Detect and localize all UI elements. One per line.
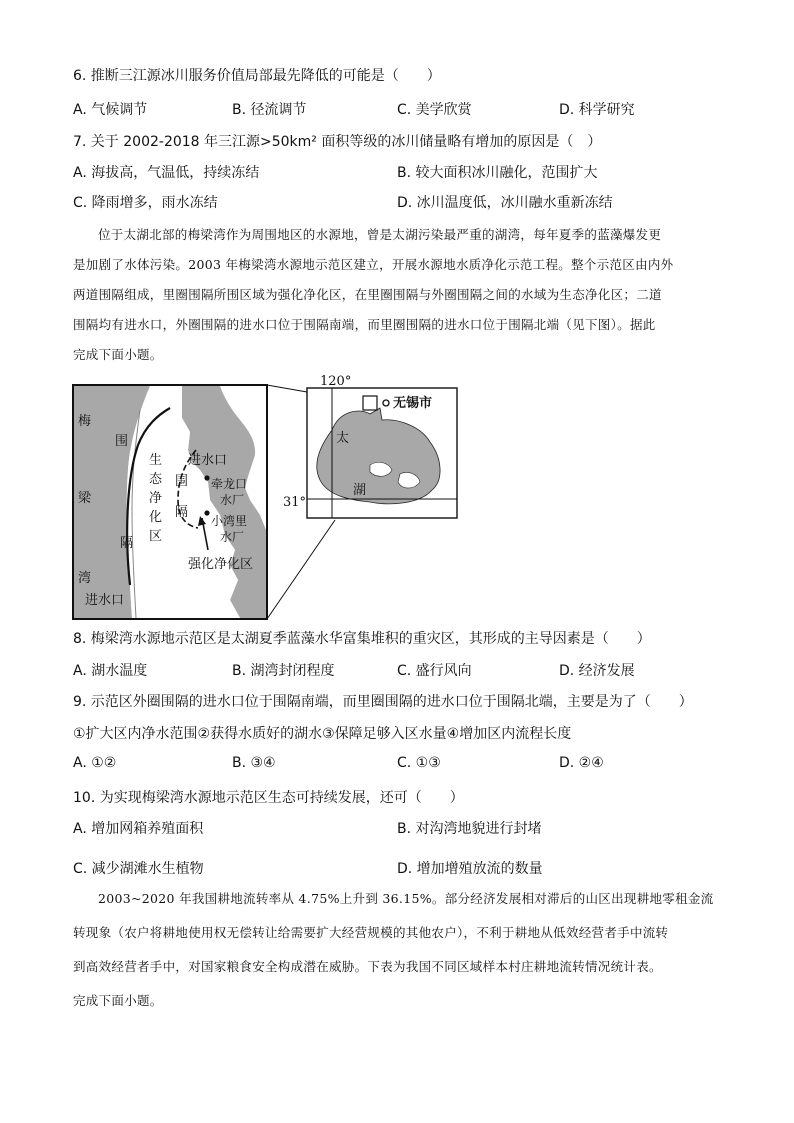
connector-line-top <box>267 385 307 392</box>
longitude-label: 120° <box>320 374 352 389</box>
shengtai-char-1: 生 <box>149 453 163 468</box>
q8-option-b: B. 湖湾封闭程度 <box>232 663 335 679</box>
passage-line: 到高效经营者手中，对国家粮食安全构成潜在威胁。下表为我国不同区域样本村庄耕地流转情况统计表。 <box>73 959 662 974</box>
passage-line: 完成下面小题。 <box>73 347 163 362</box>
meiliang-char-1: 梅 <box>78 414 92 429</box>
q7-option-b: B. 较大面积冰川融化，范围扩大 <box>397 165 598 181</box>
plant-1-dot <box>204 475 209 480</box>
outer-weige-char-1: 围 <box>115 434 129 449</box>
inner-weige-char-1: 围 <box>175 474 189 489</box>
plant-2-line-1: 小湾里 <box>211 514 248 528</box>
meiliang-char-2: 梁 <box>78 491 92 506</box>
q10-option-c: C. 减少湖滩水生植物 <box>73 861 204 877</box>
connector-line-bottom <box>267 520 335 619</box>
q9-option-b: B. ③④ <box>232 755 276 771</box>
shengtai-char-5: 区 <box>149 529 163 544</box>
q7-option-a: A. 海拔高，气温低，持续冻结 <box>73 165 260 181</box>
qianghua-label: 强化净化区 <box>188 557 254 572</box>
q10-option-a: A. 增加网箱养殖面积 <box>73 821 204 837</box>
meiliang-char-3: 湾 <box>78 571 92 586</box>
inlet-bottom-label: 进水口 <box>85 593 125 608</box>
q7-option-c: C. 降雨增多，雨水冻结 <box>73 195 218 211</box>
land-transfer-passage <box>73 882 723 1018</box>
q6-option-a: A. 气候调节 <box>73 102 148 118</box>
q9-option-a: A. ①② <box>73 755 117 771</box>
question-9-statements: ①扩大区内净水范围②获得水质好的湖水③保障足够入区水量④增加区内流程长度 <box>73 726 572 742</box>
inlet-top-label: 进水口 <box>188 453 228 468</box>
shengtai-char-4: 化 <box>149 510 163 525</box>
question-9-stem: 9. 示范区外圈围隔的进水口位于围隔南端，而里圈围隔的进水口位于围隔北端，主要是为了（ ） <box>73 694 693 710</box>
question-8-stem: 8. 梅梁湾水源地示范区是太湖夏季蓝藻水华富集堆积的重灾区，其形成的主导因素是（ ） <box>73 631 651 647</box>
taihu-passage <box>73 220 723 370</box>
wuxi-city-dot <box>383 400 389 406</box>
tai-char: 太 <box>336 431 350 446</box>
wuxi-city-label: 无锡市 <box>393 396 433 411</box>
q10-option-b: B. 对沟湾地貌进行封堵 <box>397 821 542 837</box>
latitude-label: 31° <box>283 495 307 510</box>
q7-option-d: D. 冰川温度低，冰川融水重新冻结 <box>397 195 613 211</box>
passage-line: 是加剧了水体污染。2003 年梅梁湾水源地示范区建立，开展水源地水质净化示范工程。整个示范区由内外 <box>73 257 674 272</box>
plant-1-line-1: 牵龙口 <box>211 477 248 491</box>
plant-1-line-2: 水厂 <box>220 493 245 507</box>
passage-line: 围隔均有进水口，外圈围隔的进水口位于围隔南端，而里圈围隔的进水口位于围隔北端（见下图）。据此 <box>73 317 656 332</box>
outer-weige-char-2: 隔 <box>120 536 134 551</box>
q8-option-c: C. 盛行风向 <box>397 663 472 679</box>
shengtai-char-3: 净 <box>149 491 163 506</box>
passage-line: 两道围隔组成，里圈围隔所围区域为强化净化区，在里圈围隔与外圈围隔之间的水域为生态净化区；二道 <box>73 287 662 302</box>
passage-line: 转现象（农户将耕地使用权无偿转让给需要扩大经营规模的其他农户），不利于耕地从低效经营者手中流转 <box>73 925 669 940</box>
q6-option-b: B. 径流调节 <box>232 102 307 118</box>
q6-option-d: D. 科学研究 <box>559 102 635 118</box>
plant-2-dot <box>204 510 209 515</box>
plant-2-line-2: 水厂 <box>220 530 245 544</box>
q8-option-a: A. 湖水温度 <box>73 663 148 679</box>
question-10-stem: 10. 为实现梅梁湾水源地示范区生态可持续发展，还可（ ） <box>73 790 464 806</box>
hu-char: 湖 <box>353 483 367 498</box>
q8-option-d: D. 经济发展 <box>559 663 635 679</box>
q10-option-d: D. 增加增殖放流的数量 <box>397 861 543 877</box>
inner-weige-char-2: 隔 <box>175 505 189 520</box>
q9-option-d: D. ②④ <box>559 755 604 771</box>
q9-option-c: C. ①③ <box>397 755 441 771</box>
question-7-stem: 7. 关于 2002-2018 年三江源>50km² 面积等级的冰川储量略有增加的原因是（ ） <box>73 134 602 150</box>
passage-line: 位于太湖北部的梅梁湾作为周围地区的水源地，曾是太湖污染最严重的湖湾，每年夏季的蓝藻爆发更 <box>98 227 662 242</box>
q6-option-c: C. 美学欣赏 <box>397 102 472 118</box>
passage-line: 完成下面小题。 <box>73 993 163 1008</box>
passage-line: 2003~2020 年我国耕地流转率从 4.75%上升到 36.15%。部分经济发展相对滞后的山区出现耕地零租金流 <box>98 891 714 906</box>
shengtai-char-2: 态 <box>149 472 163 487</box>
taihu-map-figure <box>70 370 470 625</box>
question-6-stem: 6. 推断三江源冰川服务价值局部最先降低的可能是（ ） <box>73 68 441 84</box>
